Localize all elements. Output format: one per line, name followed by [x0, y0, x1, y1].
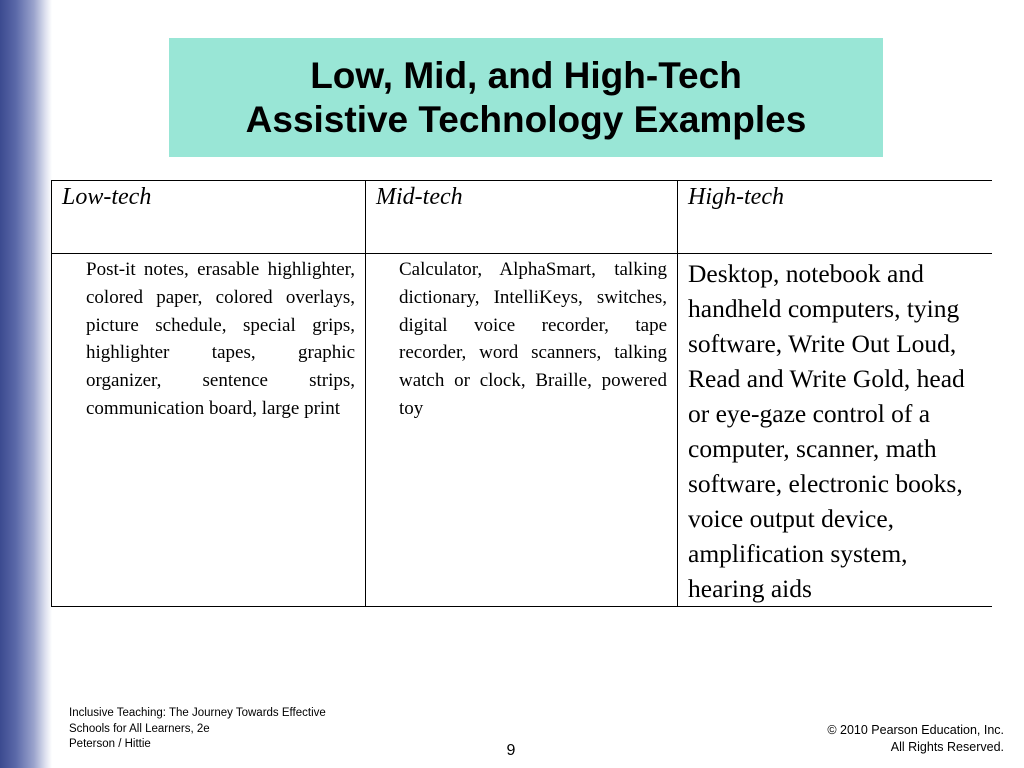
slide-title-line-2: Assistive Technology Examples: [245, 98, 807, 140]
table-header-row: [52, 181, 992, 254]
cell-high-tech-examples: Desktop, notebook and handheld computers, tying software, Write Out Loud, Read and Write Gold, head or eye-gaze control of a computer, scanner, math software, electronic books, voice output device, amplification system, hearing aids: [678, 254, 992, 607]
footer-book-title-line-2: Schools for All Learners, 2e: [69, 722, 210, 735]
header-mid-tech: Mid-tech: [366, 181, 678, 254]
title-box: [169, 38, 883, 157]
page-number: 9: [506, 742, 516, 759]
footer-authors: Peterson / Hittie: [69, 738, 151, 750]
copyright-line-1: © 2010 Pearson Education, Inc.: [827, 723, 1004, 737]
header-low-tech: Low-tech: [52, 181, 366, 254]
footer-copyright: [827, 722, 1004, 756]
cell-mid-tech-examples: Calculator, AlphaSmart, talking dictionary, IntelliKeys, switches, digital voice recorder, tape recorder, word scanners, talking watch or clock, Braille, powered toy: [366, 254, 678, 607]
cell-low-tech-examples: Post-it notes, erasable highlighter, colored paper, colored overlays, picture schedule, special grips, highlighter tapes, graphic organizer, sentence strips, communication board, large print: [52, 254, 366, 607]
assistive-tech-table: [51, 180, 992, 607]
footer-book-title-line-1: Inclusive Teaching: The Journey Towards Effective: [69, 707, 326, 719]
table-row: [52, 254, 992, 607]
left-decorative-bar: [0, 0, 52, 768]
footer-book-info: [69, 706, 326, 753]
slide-title-line-1: Low, Mid, and High-Tech: [310, 54, 742, 96]
header-high-tech: High-tech: [678, 181, 992, 254]
copyright-line-2: All Rights Reserved.: [890, 740, 1004, 754]
